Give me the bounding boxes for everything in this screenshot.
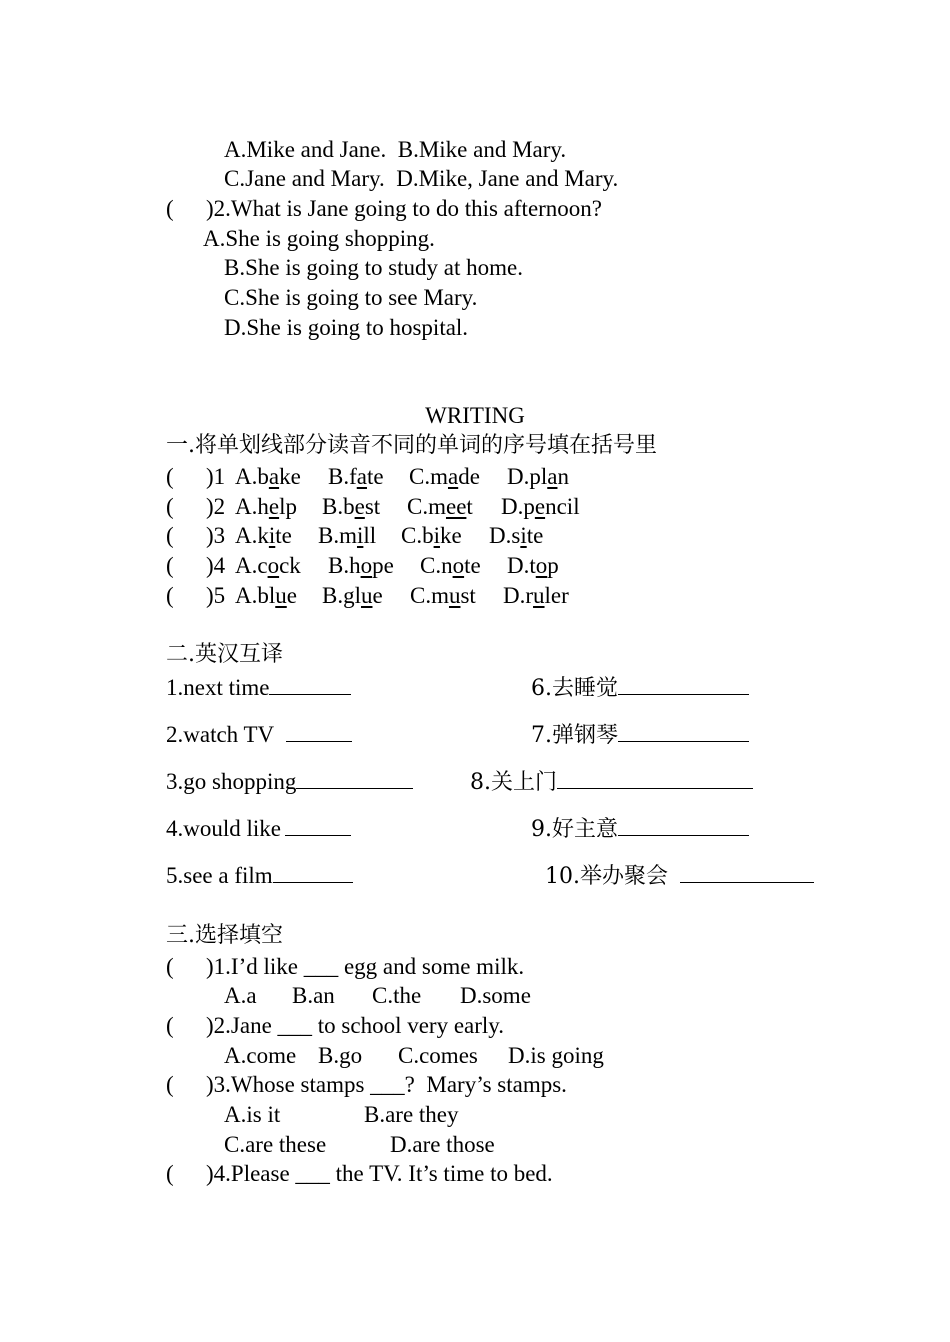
answer-blank[interactable]: [618, 674, 749, 695]
q2-question: )2.What is Jane going to do this afternoon?: [206, 196, 603, 221]
q2-option-a: A.She is going shopping.: [203, 226, 435, 251]
phonics-word: C.meet: [407, 494, 473, 519]
translate-item: [166, 674, 351, 702]
answer-blank[interactable]: [618, 815, 749, 836]
mc-option: D.are those: [390, 1132, 495, 1157]
phonics-word: C.note: [420, 553, 481, 578]
answer-paren: (: [166, 494, 174, 519]
answer-blank[interactable]: [618, 721, 749, 742]
underlined-letters: u: [275, 583, 287, 608]
phonics-word: A.help: [235, 494, 297, 519]
mc-option: C.are these: [224, 1132, 327, 1157]
section-2-heading: 二.英汉互译: [166, 642, 283, 667]
mc-option: B.are they: [364, 1102, 459, 1127]
mc-question-4: )4.Please ___ the TV. It’s time to bed.: [206, 1161, 553, 1186]
mc-option: D.is going: [508, 1043, 604, 1068]
phonics-word: D.pencil: [501, 494, 580, 519]
answer-paren: (: [166, 954, 174, 979]
mc-question-1: )1.I’d like ___ egg and some milk.: [206, 954, 525, 979]
phonics-word: A.cock: [235, 553, 301, 578]
answer-paren: (: [166, 1161, 174, 1186]
mc-option: A.is it: [224, 1102, 281, 1127]
underlined-letters: a: [447, 464, 459, 489]
phonics-word: C.bike: [401, 523, 462, 548]
q2-option-d: D.She is going to hospital.: [224, 315, 469, 340]
translate-item-text: 6.去睡觉: [531, 676, 618, 701]
translate-item-text: 8.关上门: [470, 770, 557, 795]
mc-option: D.some: [460, 983, 531, 1008]
underlined-letters: e: [354, 494, 365, 519]
translate-item-text: 9.好主意: [531, 817, 618, 842]
phonics-word: D.site: [489, 523, 544, 548]
q2-option-c: C.She is going to see Mary.: [224, 285, 478, 310]
underlined-letters: e: [534, 494, 546, 519]
phonics-word: A.bake: [235, 464, 301, 489]
translate-item-text: 3.go shopping: [166, 769, 297, 794]
translate-item-text: 10.举办聚会: [545, 864, 668, 889]
answer-paren: (: [166, 583, 174, 608]
answer-blank[interactable]: [273, 862, 353, 883]
phonics-word: B.fate: [328, 464, 384, 489]
answer-paren: (: [166, 553, 174, 578]
underlined-letters: i: [433, 523, 440, 548]
underlined-letters: a: [268, 464, 280, 489]
phonics-word: A.kite: [235, 523, 292, 548]
translate-item-text: 4.would like: [166, 816, 281, 841]
answer-paren: (: [166, 523, 174, 548]
question-number: )2: [206, 494, 231, 519]
underlined-letters: i: [268, 523, 276, 548]
translate-item: [531, 721, 749, 750]
underlined-letters: ee: [445, 494, 467, 519]
question-number: )1: [206, 464, 231, 489]
translate-item: [166, 768, 413, 796]
underlined-letters: o: [452, 553, 465, 578]
translate-item: [531, 815, 749, 844]
underlined-letters: o: [267, 553, 280, 578]
q1-options-ab: A.Mike and Jane. B.Mike and Mary.: [224, 137, 567, 162]
section-3-heading: 三.选择填空: [166, 923, 283, 948]
answer-paren: (: [166, 464, 174, 489]
phonics-word: D.ruler: [503, 583, 569, 608]
answer-blank[interactable]: [296, 768, 413, 789]
question-number: )3: [206, 523, 231, 548]
q2-option-b: B.She is going to study at home.: [224, 255, 523, 280]
answer-paren: (: [166, 196, 174, 221]
underlined-letters: e: [268, 494, 280, 519]
answer-blank[interactable]: [269, 674, 351, 695]
phonics-word: B.mill: [318, 523, 377, 548]
answer-paren: (: [166, 1072, 174, 1097]
translate-item-text: 5.see a film: [166, 863, 273, 888]
underlined-letters: u: [448, 583, 461, 608]
translate-item-text: 7.弹钢琴: [531, 723, 618, 748]
translate-item: [166, 815, 351, 843]
mc-option: C.the: [372, 983, 422, 1008]
question-number: )4: [206, 553, 231, 578]
underlined-letters: o: [535, 553, 548, 578]
underlined-letters: a: [547, 464, 558, 489]
translate-item: [531, 674, 749, 703]
underlined-letters: i: [356, 523, 364, 548]
q1-options-cd: C.Jane and Mary. D.Mike, Jane and Mary.: [224, 166, 619, 191]
phonics-word: A.blue: [235, 583, 297, 608]
phonics-word: C.must: [410, 583, 476, 608]
answer-blank[interactable]: [680, 862, 814, 883]
question-number: )5: [206, 583, 231, 608]
mc-option: C.comes: [398, 1043, 478, 1068]
translate-item: [545, 862, 814, 891]
phonics-word: C.made: [409, 464, 480, 489]
phonics-word: B.best: [322, 494, 381, 519]
answer-blank[interactable]: [285, 815, 351, 836]
translate-item-text: 1.next time: [166, 675, 270, 700]
underlined-letters: i: [520, 523, 527, 548]
translate-item: [470, 768, 753, 797]
phonics-word: B.hope: [328, 553, 394, 578]
section-title: WRITING: [425, 403, 525, 428]
translate-item: [166, 721, 352, 749]
underlined-letters: u: [533, 583, 545, 608]
mc-option: A.a: [224, 983, 257, 1008]
mc-question-2: )2.Jane ___ to school very early.: [206, 1013, 505, 1038]
answer-paren: (: [166, 1013, 174, 1038]
phonics-word: B.glue: [322, 583, 383, 608]
mc-option: B.go: [318, 1043, 363, 1068]
mc-option: A.come: [224, 1043, 297, 1068]
mc-option: B.an: [292, 983, 335, 1008]
translate-item-text: 2.watch TV: [166, 722, 275, 747]
underlined-letters: o: [360, 553, 373, 578]
section-1-heading: 一.将单划线部分读音不同的单词的序号填在括号里: [166, 433, 657, 458]
underlined-letters: a: [356, 464, 367, 489]
phonics-word: D.top: [507, 553, 559, 578]
underlined-letters: u: [360, 583, 373, 608]
answer-blank[interactable]: [557, 768, 753, 789]
mc-question-3: )3.Whose stamps ___? Mary’s stamps.: [206, 1072, 567, 1097]
answer-blank[interactable]: [286, 721, 352, 742]
translate-item: [166, 862, 353, 890]
phonics-word: D.plan: [507, 464, 569, 489]
